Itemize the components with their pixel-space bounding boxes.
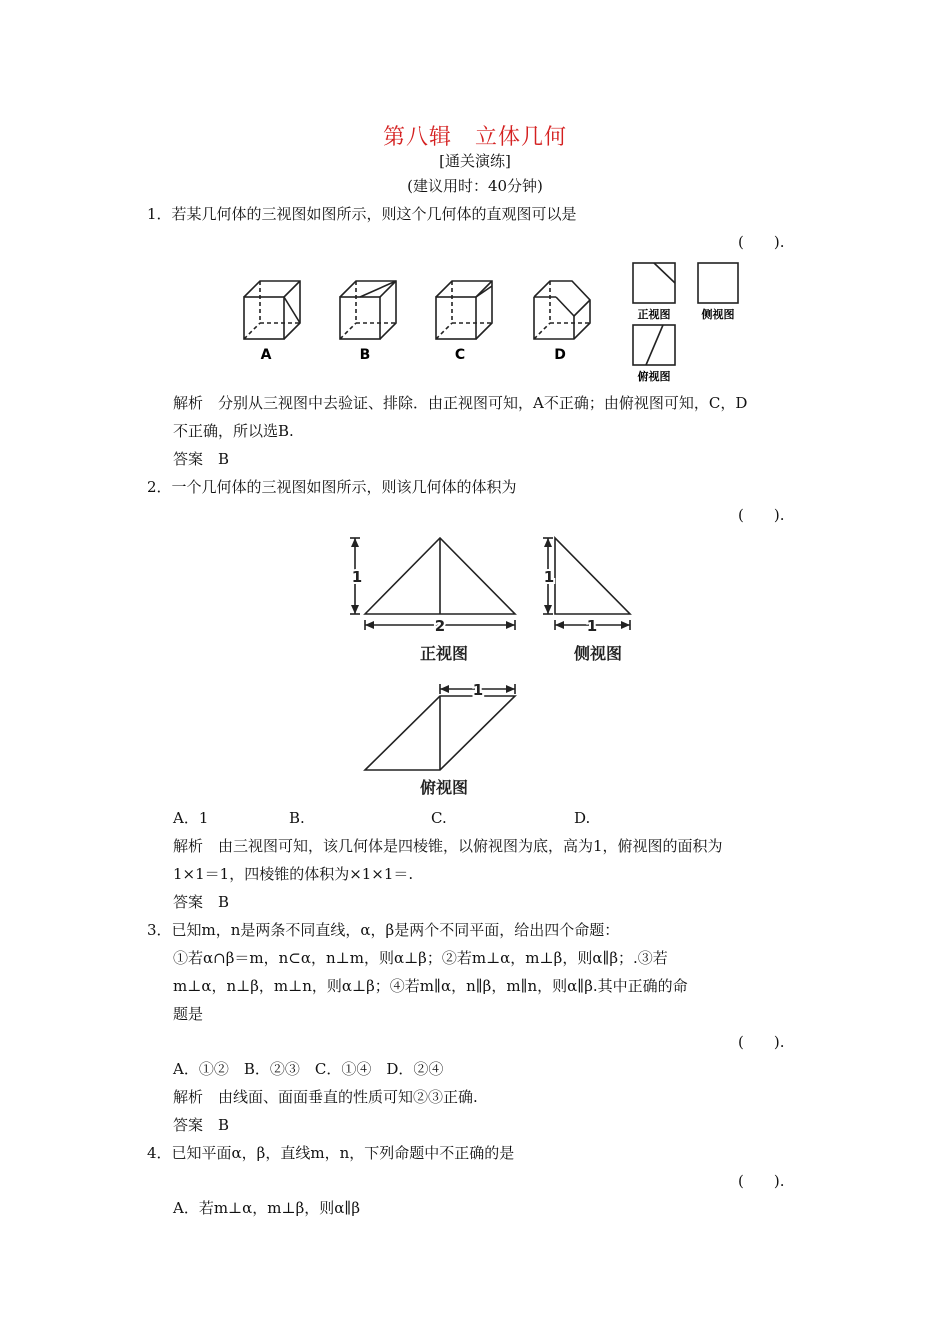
q1-cube-d — [534, 281, 590, 339]
q1-figure — [230, 255, 750, 385]
q1-answer-bracket: ( ). — [738, 233, 785, 251]
q1-option-a-label: A — [260, 347, 272, 363]
q4-answer-bracket: ( ). — [738, 1172, 785, 1190]
q2-option-b: B. — [289, 809, 305, 827]
q2-option-c: C. — [431, 809, 447, 827]
q1-cube-a — [244, 281, 300, 339]
q1-answer: 答案 B — [173, 450, 230, 468]
q2-option-a: A．1 — [173, 809, 209, 827]
q2-analysis-line1: 解析 由三视图可知，该几何体是四棱锥，以俯视图为底，高为1，俯视图的面积为 — [173, 837, 723, 855]
time-hint: (建议用时：40分钟) — [407, 177, 543, 195]
q1-top-view-label: 俯视图 — [637, 370, 671, 383]
q2-answer: 答案 B — [173, 893, 230, 911]
q1-analysis-line2: 不正确，所以选B. — [173, 422, 294, 440]
q1-option-b-label: B — [359, 347, 371, 363]
q2-analysis-line2: 1×1＝1，四棱锥的体积为×1×1＝. — [173, 865, 414, 883]
q2-front-view — [350, 538, 515, 630]
q2-top-width-label: 1 — [472, 681, 484, 699]
page-title: 第八辑 立体几何 — [382, 125, 567, 150]
q2-answer-bracket: ( ). — [738, 506, 785, 524]
q1-front-view — [633, 263, 675, 303]
q1-analysis-line1: 解析 分别从三视图中去验证、排除．由正视图可知，A不正确；由俯视图可知，C，D — [173, 394, 748, 412]
q3-line3: m⊥α，n⊥β，m⊥n，则α⊥β；④若m∥α，n∥β，m∥n，则α∥β.其中正确的命 — [173, 977, 688, 995]
q1-cube-c — [436, 281, 492, 339]
q2-option-d: D. — [574, 809, 591, 827]
q1-cube-b — [340, 281, 396, 339]
q3-line4: 题是 — [173, 1005, 204, 1023]
q3-answer: 答案 B — [173, 1116, 230, 1134]
q3-answer-bracket: ( ). — [738, 1033, 785, 1051]
q4-stem: 4．已知平面α，β，直线m，n，下列命题中不正确的是 — [147, 1144, 515, 1162]
q1-side-view — [698, 263, 738, 303]
q2-stem: 2．一个几何体的三视图如图所示，则该几何体的体积为 — [147, 478, 517, 496]
q2-figure — [330, 525, 650, 805]
q1-side-view-label: 侧视图 — [701, 308, 735, 321]
q1-option-d-label: D — [554, 347, 566, 363]
q2-front-width-label: 2 — [434, 617, 446, 635]
q1-stem: 1．若某几何体的三视图如图所示，则这个几何体的直观图可以是 — [147, 205, 577, 223]
q1-top-view — [633, 325, 675, 365]
q2-side-height-label: 1 — [543, 568, 555, 586]
q1-front-view-label: 正视图 — [637, 308, 671, 321]
q3-line2: ①若α∩β＝m，n⊂α，n⊥m，则α⊥β；②若m⊥α，m⊥β，则α∥β；.③若 — [173, 949, 668, 967]
q2-side-view-label: 侧视图 — [573, 644, 623, 663]
q2-top-view — [365, 684, 515, 770]
section-subtitle: [通关演练] — [439, 152, 511, 170]
q3-stem: 3．已知m，n是两条不同直线，α，β是两个不同平面，给出四个命题： — [147, 921, 620, 939]
q2-front-view-label: 正视图 — [419, 644, 469, 663]
q3-analysis: 解析 由线面、面面垂直的性质可知②③正确. — [173, 1088, 478, 1106]
q2-side-width-label: 1 — [586, 617, 598, 635]
q2-top-view-label: 俯视图 — [419, 778, 469, 797]
q1-option-c-label: C — [454, 347, 466, 363]
q2-front-height-label: 1 — [351, 568, 363, 586]
q4-option-a: A．若m⊥α，m⊥β，则α∥β — [173, 1199, 361, 1217]
q3-options: A．①② B．②③ C．①④ D．②④ — [173, 1060, 444, 1078]
